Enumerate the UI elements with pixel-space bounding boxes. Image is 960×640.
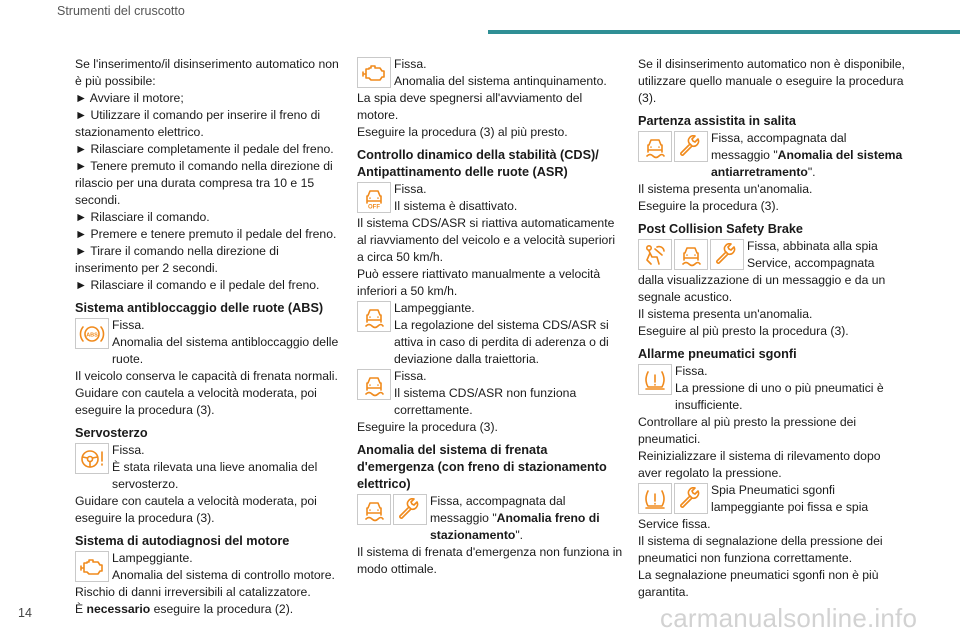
lamp-state: Fissa. xyxy=(675,364,708,378)
stability-control-icon xyxy=(638,131,672,162)
abs-warning-icon xyxy=(75,318,109,349)
lamp-description: Il sistema presenta un'anomalia. xyxy=(638,182,813,196)
lamp-state-start: Spia Pneumatici sgonfi lampeggiante poi fissa e spia xyxy=(711,483,869,514)
watermark: carmanualsonline.info xyxy=(660,603,918,633)
tyre-pressure-icon xyxy=(638,483,672,514)
text-fragment: Fissa, accompagnata dal messaggio " xyxy=(430,494,566,525)
engine-fixed-lamp-block xyxy=(357,56,625,90)
svg-text:ABS: ABS xyxy=(86,332,98,338)
lamp-description: Anomalia del sistema antinquinamento. xyxy=(394,74,607,88)
wrench-icon xyxy=(674,131,708,162)
lamp-description: Anomalia del sistema antibloccaggio delle ruote. xyxy=(112,335,339,366)
section-heading-emergency: Anomalia del sistema di frenata d'emergenza (con freno di stazionamento elettrico) xyxy=(357,443,607,491)
column-middle xyxy=(357,56,625,578)
lamp-state: Fissa. xyxy=(112,318,145,332)
lamp-state: Fissa. xyxy=(394,182,427,196)
lamp-description: La spia deve spegnersi all'avviamento del motore. xyxy=(357,91,583,122)
lamp-description: Controllare al più presto la pressione dei pneumatici. xyxy=(638,415,857,446)
airbag-icon xyxy=(638,239,672,270)
lamp-description: Il sistema presenta un'anomalia. xyxy=(638,307,813,321)
lamp-description: La pressione di uno o più pneumatici è insufficiente. xyxy=(675,381,884,412)
lamp-description: Il veicolo conserva le capacità di frenata normali. xyxy=(75,369,338,383)
intro-text: Se l'inserimento/il disinserimento automatico non è più possibile: xyxy=(75,57,339,88)
text-fragment: Fissa, accompagnata dal messaggio " xyxy=(711,131,847,162)
lamp-description: Il sistema è disattivato. xyxy=(394,199,518,213)
lamp-state: Fissa. xyxy=(394,369,427,383)
text-fragment: eseguire la procedura (2). xyxy=(150,602,294,616)
section-heading-post-collision: Post Collision Safety Brake xyxy=(638,222,803,236)
lamp-state: Fissa. xyxy=(394,57,427,71)
lamp-description: Il sistema di segnalazione della pressione dei pneumatici non funziona correttamente. xyxy=(638,534,883,565)
step-item: ► Rilasciare il comando e il pedale del freno. xyxy=(75,278,320,292)
step-item: ► Rilasciare il comando. xyxy=(75,210,210,224)
lamp-description xyxy=(75,601,343,618)
emergency-lamp-block xyxy=(357,493,625,544)
lamp-description: Guidare con cautela a velocità moderata, poi eseguire la procedura (3). xyxy=(75,494,317,525)
engine-warning-icon xyxy=(357,57,391,88)
column-left xyxy=(75,56,343,618)
lamp-description: Il sistema CDS/ASR si riattiva automaticamente al riavviamento del veicolo e a velocità superiori a circa 50 km/h. xyxy=(357,216,616,264)
lamp-description: Eseguire la procedura (3) al più presto. xyxy=(357,125,568,139)
message-text: Anomalia freno di stazionamento xyxy=(430,511,600,542)
column-right xyxy=(638,56,906,601)
lamp-description: La regolazione del sistema CDS/ASR si attiva in caso di perdita di aderenza o di deviazione dalla traiettoria. xyxy=(394,318,609,366)
lamp-description: Eseguire al più presto la procedura (3). xyxy=(638,324,849,338)
engine-lamp-block xyxy=(75,550,343,584)
stability-control-icon xyxy=(357,369,391,400)
emphasis-text: necessario xyxy=(86,602,151,616)
lamp-state xyxy=(430,493,625,544)
wrench-icon xyxy=(710,239,744,270)
icon-label: OFF xyxy=(368,204,380,210)
lamp-description: È stata rilevata una lieve anomalia del servosterzo. xyxy=(112,460,318,491)
engine-warning-icon xyxy=(75,551,109,582)
wrench-icon xyxy=(674,483,708,514)
step-item: ► Utilizzare il comando per inserire il freno di stazionamento elettrico. xyxy=(75,108,321,139)
hill-lamp-block xyxy=(638,130,906,181)
step-item: ► Tirare il comando nella direzione di inserimento per 2 secondi. xyxy=(75,244,279,275)
abs-lamp-block xyxy=(75,317,343,368)
tyre-fixed-lamp-block xyxy=(638,363,906,414)
lamp-description: Anomalia del sistema di controllo motore. xyxy=(112,568,335,582)
post-collision-lamp-block xyxy=(638,238,906,272)
running-header: Strumenti del cruscotto xyxy=(57,4,185,18)
intro-text: Se il disinserimento automatico non è disponibile, utilizzare quello manuale o eseguire la procedura (3). xyxy=(638,57,905,105)
lamp-state xyxy=(711,130,906,181)
tyre-flash-lamp-block xyxy=(638,482,906,516)
stability-control-icon xyxy=(357,301,391,332)
step-item: ► Premere e tenere premuto il pedale del freno. xyxy=(75,227,337,241)
wrench-icon xyxy=(393,494,427,525)
header-accent-bar xyxy=(488,30,960,34)
lamp-state: Lampeggiante. xyxy=(394,301,475,315)
lamp-description: Reinizializzare il sistema di rilevamento dopo aver regolato la pressione. xyxy=(638,449,881,480)
section-heading-hill: Partenza assistita in salita xyxy=(638,114,796,128)
text-fragment: ". xyxy=(515,528,524,542)
section-heading-abs: Sistema antibloccaggio delle ruote (ABS) xyxy=(75,301,324,315)
lamp-description: Il sistema CDS/ASR non funziona correttamente. xyxy=(394,386,577,417)
stability-control-icon xyxy=(357,494,391,525)
step-item: ► Rilasciare completamente il pedale del freno. xyxy=(75,142,334,156)
section-heading-tyres: Allarme pneumatici sgonfi xyxy=(638,347,797,361)
lamp-state-continued: Service fissa. xyxy=(638,517,711,531)
lamp-description: Il sistema di frenata d'emergenza non funziona in modo ottimale. xyxy=(357,545,623,576)
lamp-description: Guidare con cautela a velocità moderata, poi eseguire la procedura (3). xyxy=(75,386,317,417)
lamp-state-continued: dalla visualizzazione di un messaggio e da un segnale acustico. xyxy=(638,273,886,304)
message-text: Anomalia del sistema antiarretramento xyxy=(711,148,903,179)
lamp-state-start: Fissa, abbinata alla spia Service, accompagnata xyxy=(747,239,878,270)
lamp-description: Rischio di danni irreversibili al catalizzatore. xyxy=(75,585,311,599)
cds-flash-lamp-block xyxy=(357,300,625,368)
step-item: ► Tenere premuto il comando nella direzione di rilascio per una durata compresa tra 10 e 15 secondi. xyxy=(75,159,333,207)
section-heading-steering: Servosterzo xyxy=(75,426,148,440)
steering-wheel-warning-icon xyxy=(75,443,109,474)
lamp-description: Eseguire la procedura (3). xyxy=(638,199,779,213)
section-heading-engine: Sistema di autodiagnosi del motore xyxy=(75,534,290,548)
lamp-description: Può essere riattivato manualmente a velocità inferiori a 50 km/h. xyxy=(357,267,601,298)
steering-lamp-block xyxy=(75,442,343,493)
lamp-description: La segnalazione pneumatici sgonfi non è più garantita. xyxy=(638,568,879,599)
lamp-state: Lampeggiante. xyxy=(112,551,193,565)
section-heading-cds: Controllo dinamico della stabilità (CDS)/ Antipattinamento delle ruote (ASR) xyxy=(357,148,599,179)
tyre-pressure-icon xyxy=(638,364,672,395)
step-item: ► Avviare il motore; xyxy=(75,91,184,105)
stability-off-icon xyxy=(357,182,391,213)
text-fragment: È xyxy=(75,602,87,616)
cds-fixed-lamp-block xyxy=(357,368,625,419)
cds-off-lamp-block xyxy=(357,181,625,215)
lamp-description: Eseguire la procedura (3). xyxy=(357,420,498,434)
lamp-state: Fissa. xyxy=(112,443,145,457)
stability-control-icon xyxy=(674,239,708,270)
page-number: 14 xyxy=(18,606,32,620)
text-fragment: ". xyxy=(807,165,816,179)
